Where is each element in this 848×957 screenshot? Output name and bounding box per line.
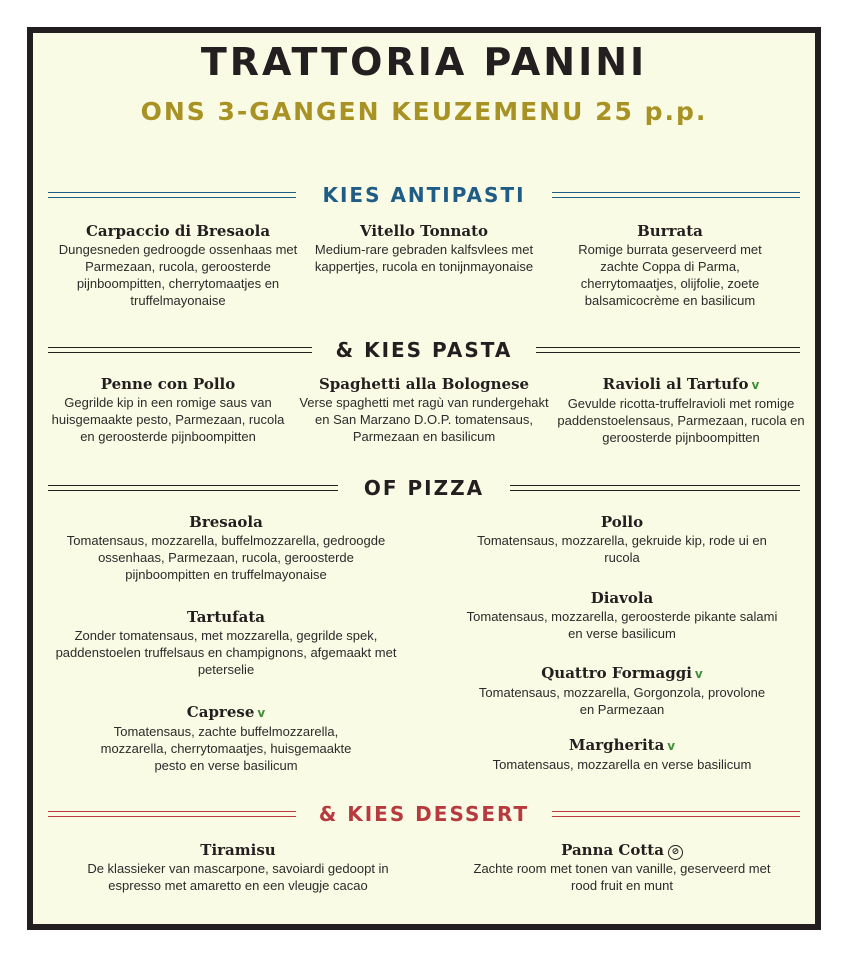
menu-item [472,513,772,566]
dish-name: Margherita [568,736,665,754]
menu-item [462,589,782,642]
menu-item [560,222,780,309]
dish-name: Diavola [590,589,654,607]
section-heading-antipasti: KIES ANTIPASTI [322,183,526,207]
menu-item [78,841,398,894]
menu-item [314,222,534,275]
dish-name: Pollo [600,513,644,531]
dish-description: De klassieker van mascarpone, savoiardi gedoopt in espresso met amaretto en een vleugje cacao [87,861,389,893]
dish-description: Tomatensaus, mozzarella, Gorgonzola, provolone en Parmezaan [478,685,766,717]
menu-item [48,375,288,445]
section-header-pasta [0,337,848,367]
dish-name: Tiramisu [200,841,276,859]
dish-name: Penne con Pollo [100,375,236,393]
dish-name: Bresaola [189,513,263,531]
dish-name: Spaghetti alla Bolognese [318,375,530,393]
dish-name: Vitello Tonnato [359,222,489,240]
dish-description: Zachte room met tonen van vanille, geserveerd met rood fruit en munt [473,861,771,893]
dish-name: Burrata [637,222,703,240]
dish-description: Tomatensaus, mozzarella, buffelmozzarella, gedroogde ossenhaas, Parmezaan, rucola, geroosterde pijnboompitten en truffelmayonaise [66,533,386,582]
dish-description: Zonder tomatensaus, met mozzarella, gegrilde spek, paddenstoelen truffelsaus en champignons, afgemaakt met peterselie [55,628,397,677]
section-heading-pasta: & KIES PASTA [335,338,513,362]
dish-description: Gegrilde kip in een romige saus van huisgemaakte pesto, Parmezaan, rucola en geroosterde pijnboompitten [51,395,285,444]
dish-name: Quattro Formaggi [541,664,692,682]
vegetarian-icon: v [667,739,676,753]
dish-description: Medium-rare gebraden kalfsvlees met kappertjes, rucola en tonijnmayonaise [314,242,534,274]
section-header-antipasti [0,182,848,212]
vegetarian-icon: v [694,667,703,681]
menu-item [472,664,772,718]
menu-item [472,841,772,894]
dish-name: Tartufata [186,608,265,626]
menu-item [58,513,394,583]
dish-name: Panna Cotta [561,841,664,859]
section-heading-pizza: OF PIZZA [363,476,485,500]
dish-description: Dungesneden gedroogde ossenhaas met Parmezaan, rucola, geroosterde pijnboompitten, cherrytomaatjes en truffelmayonaise [58,242,298,308]
dish-description: Gevulde ricotta-truffelravioli met romige paddenstoelensaus, Parmezaan, rucola en geroosterde pijnboompitten [557,396,805,445]
menu-item [48,222,308,309]
dish-name: Ravioli al Tartufo [602,375,749,393]
section-header-dessert [0,801,848,831]
restaurant-title: TRATTORIA PANINI [200,40,648,84]
menu-item [48,608,404,678]
dish-name: Caprese [186,703,255,721]
section-heading-dessert: & KIES DESSERT [318,802,530,826]
dish-description: Tomatensaus, zachte buffelmozzarella, mozzarella, cherrytomaatjes, huisgemaakte pesto en verse basilicum [100,724,352,773]
vegetarian-icon: v [751,378,760,392]
section-header-pizza [0,475,848,505]
menu-subtitle: ONS 3-GANGEN KEUZEMENU 25 p.p. [140,97,708,126]
dish-description: Tomatensaus, mozzarella en verse basilicum [492,757,752,772]
menu-item [553,375,809,446]
vegetarian-icon: v [257,706,266,720]
dish-description: Romige burrata geserveerd met zachte Coppa di Parma, cherrytomaatjes, olijfolie, zoete balsamicocrème en basilicum [578,242,762,308]
gluten-free-icon: ⊘ [668,845,683,860]
dish-description: Verse spaghetti met ragù van rundergehakt en San Marzano D.O.P. tomatensaus, Parmezaan en basilicum [299,395,549,444]
menu-item [462,736,782,773]
dish-description: Tomatensaus, mozzarella, geroosterde pikante salami en verse basilicum [466,609,778,641]
dish-description: Tomatensaus, mozzarella, gekruide kip, rode ui en rucola [477,533,767,565]
dish-name: Carpaccio di Bresaola [85,222,271,240]
menu-item [88,703,364,774]
menu-item [298,375,550,445]
